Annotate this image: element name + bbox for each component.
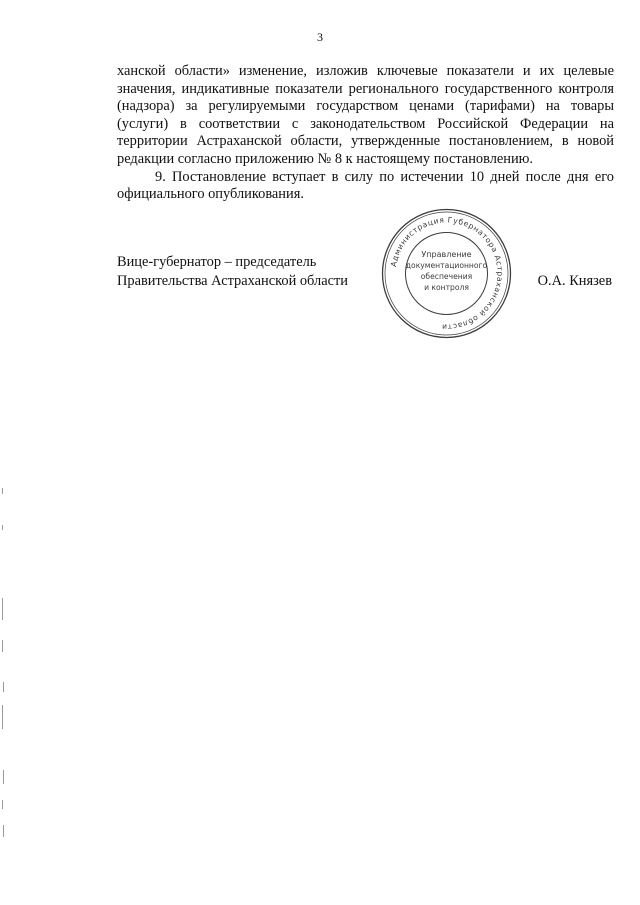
scan-artifact <box>2 525 3 530</box>
signatory-position <box>117 253 348 291</box>
official-stamp <box>380 207 513 340</box>
signatory-name: О.А. Князев <box>537 273 612 289</box>
page-number: 3 <box>317 30 323 44</box>
stamp-seal-graphic <box>380 207 513 340</box>
stamp-inner-line-3: обеспечения <box>420 272 473 281</box>
scan-artifact <box>2 705 3 729</box>
signatory-position-line2: Правительства Астраханской области <box>117 273 348 289</box>
paragraph-continuation: ханской области» изменение, изложив ключевые показатели и их целевые значения, индикативные показатели регионального государственного контроля (надзора) за регулируемыми государством ценами (тарифами) на товары (услуги) в соответствии с законодательством Российской Федерации на территории Астраханской области, утвержденные постановлением, в новой редакции согласно приложению № 8 к настоящему постановлению. <box>117 63 614 167</box>
document-body <box>117 63 614 204</box>
stamp-outer-text: Администрация Губернатора Астраханской области <box>388 215 505 332</box>
scan-artifact <box>3 682 4 692</box>
signatory-position-line1: Вице-губернатор – председатель <box>117 254 317 270</box>
stamp-inner-line-1: Управление <box>421 250 472 259</box>
scan-artifact <box>2 598 3 620</box>
scan-artifact <box>2 488 3 494</box>
stamp-inner-line-4: и контроля <box>424 283 469 292</box>
scan-artifact <box>2 640 3 652</box>
scan-artifact <box>3 770 4 784</box>
scan-artifact <box>2 800 3 809</box>
paragraph-item-9: 9. Постановление вступает в силу по истечении 10 дней после дня его официального опубликования. <box>117 168 614 203</box>
stamp-inner-line-2: документационного <box>405 261 488 270</box>
scan-artifact <box>3 825 4 837</box>
